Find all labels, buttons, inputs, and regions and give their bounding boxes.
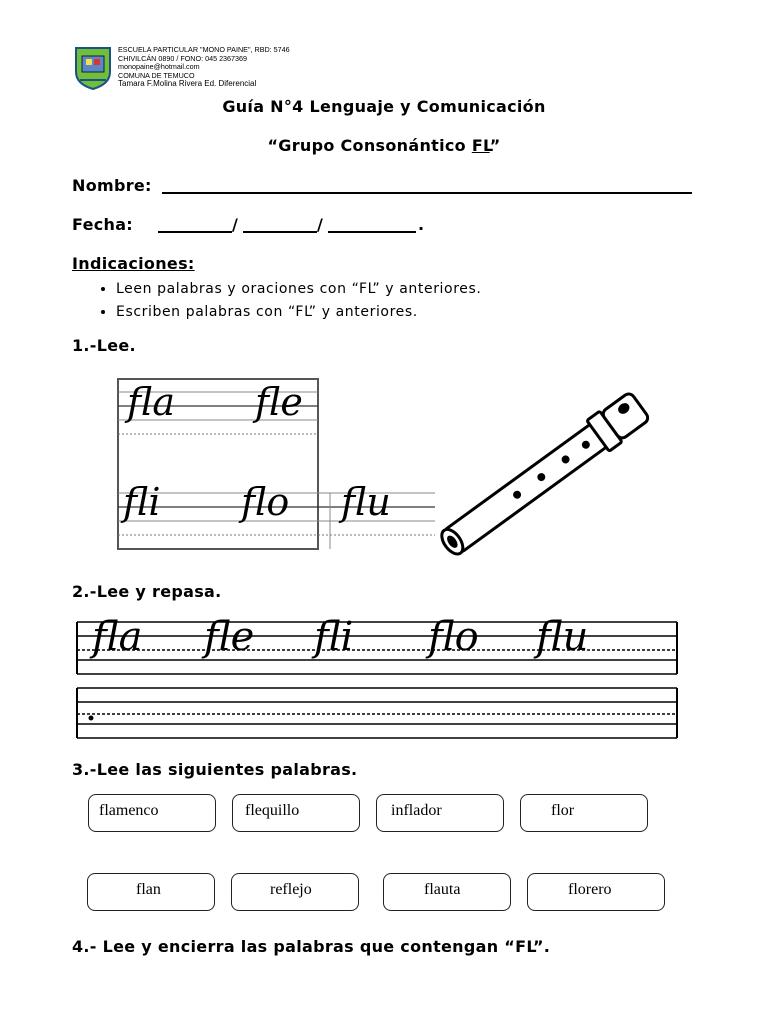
school-logo [72, 44, 114, 90]
word-box-reflejo [231, 873, 359, 911]
trace-row-1 [76, 614, 678, 676]
trace-syllable-fle: fle [204, 614, 255, 660]
word-inflador: inflador [391, 802, 442, 819]
subtitle-open: “Grupo Consonántico [267, 136, 472, 155]
subtitle-close: ” [489, 136, 501, 155]
trace-lines-2 [76, 686, 678, 740]
syllable-fli-bottom: fli [123, 480, 161, 524]
word-flan: flan [136, 881, 161, 898]
trace-syllable-fli: fli [314, 614, 354, 660]
section1-title: 1.-Lee. [72, 336, 136, 355]
subtitle-fl: FL [471, 136, 490, 155]
date-sep-2: / [317, 215, 324, 234]
date-day-blank[interactable] [158, 231, 232, 233]
school-line-4: COMUNA DE TEMUCO [118, 70, 195, 80]
date-year-blank[interactable] [328, 231, 416, 233]
date-sep-1: / [232, 215, 239, 234]
word-box-flamenco [88, 794, 216, 832]
word-box-florero [527, 873, 665, 911]
word-box-inflador [376, 794, 504, 832]
syllable-flo-bottom: flo [241, 480, 290, 524]
instructions-list [72, 278, 716, 324]
syllable-grid [115, 376, 437, 552]
instructions-heading: Indicaciones: [72, 254, 195, 273]
trace-row-2[interactable] [76, 686, 678, 740]
trace-syllable-flu: flu [536, 614, 589, 660]
word-box-flauta [383, 873, 511, 911]
word-box-flequillo [232, 794, 360, 832]
section3-title: 3.-Lee las siguientes palabras. [72, 760, 358, 779]
section2-title: 2.-Lee y repasa. [72, 582, 222, 601]
syllable-fla-top: fla [127, 380, 176, 424]
school-line-1: ESCUELA PARTICULAR "MONO PAINE", RBD: 5746 [118, 45, 290, 54]
word-flauta: flauta [424, 881, 461, 898]
word-flor: flor [551, 802, 575, 819]
name-blank[interactable] [162, 192, 692, 194]
page-subtitle [0, 136, 768, 155]
flute-illustration [440, 372, 660, 558]
flute-icon [440, 372, 660, 558]
syllable-fle-top: fle [255, 380, 303, 424]
name-label: Nombre: [72, 176, 152, 195]
trace-syllable-fla: fla [92, 614, 143, 660]
section4-title: 4.- Lee y encierra las palabras que contengan “FL”. [72, 937, 551, 956]
word-flequillo: flequillo [245, 802, 300, 819]
trace-syllable-flo: flo [428, 614, 479, 660]
word-box-flan [87, 873, 215, 911]
instruction-item: • Escriben palabras con “FL” y anteriores. [116, 301, 716, 324]
name-field [72, 176, 152, 195]
instruction-item: • Leen palabras y oraciones con “FL” y anteriores. [116, 278, 716, 301]
school-line-2: CHIVILCÁN 0890 / FONO: 045 2367369 [118, 53, 248, 63]
school-info [118, 46, 290, 89]
word-box-flor [520, 794, 648, 832]
date-field [72, 215, 133, 234]
word-flamenco: flamenco [99, 802, 159, 819]
school-crest-icon [72, 44, 114, 90]
date-end: . [418, 215, 425, 234]
word-florero: florero [568, 881, 612, 898]
date-label: Fecha: [72, 215, 134, 234]
syllable-flu-bottom: flu [341, 480, 391, 524]
school-line-3: monopaine@hotmail.com [118, 62, 200, 72]
page-title: Guía N°4 Lenguaje y Comunicación [222, 97, 546, 116]
school-line-5: Tamara F.Molina Rivera Ed. Diferencial [118, 79, 257, 89]
word-reflejo: reflejo [270, 881, 312, 898]
date-month-blank[interactable] [243, 231, 317, 233]
